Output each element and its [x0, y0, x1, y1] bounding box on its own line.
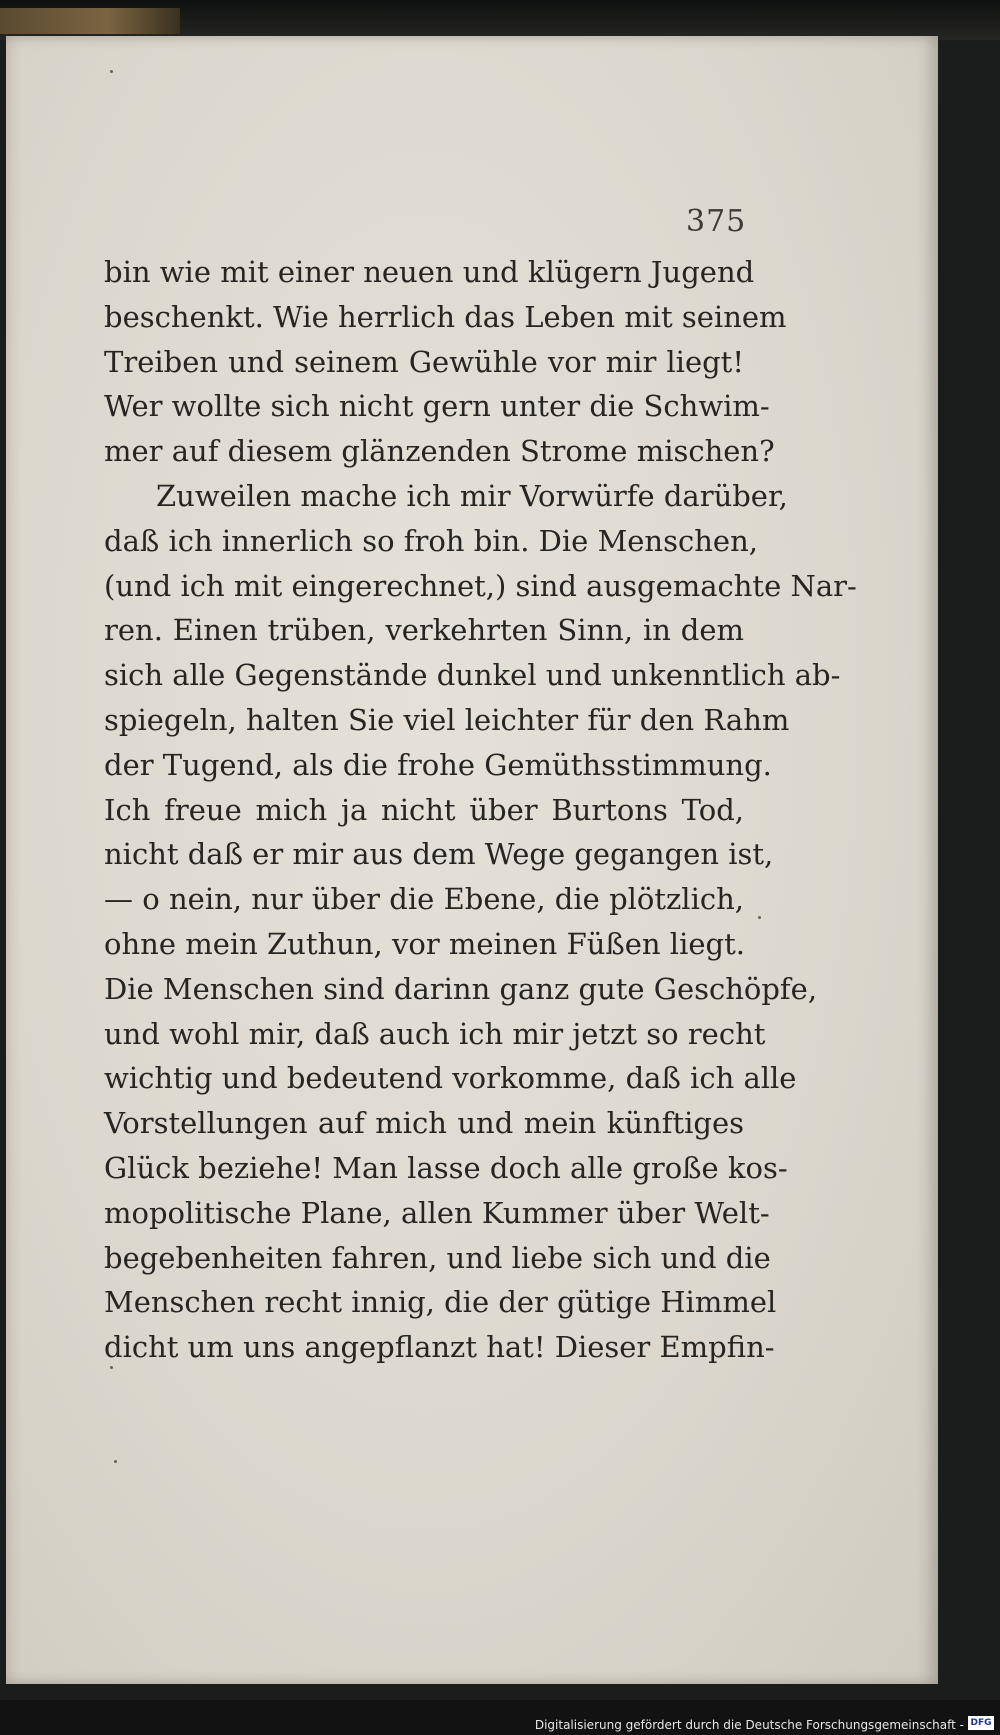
text-line: Zuweilen mache ich mir Vorwürfe darüber,: [156, 478, 788, 513]
dfg-logo-icon: DFG: [968, 1716, 994, 1730]
paper-speck: [758, 916, 761, 919]
page-number: 375: [686, 204, 747, 239]
paper-speck: [114, 1460, 117, 1463]
text-line: (und ich mit eingerechnet,) sind ausgemachte Nar-: [104, 568, 857, 603]
text-line: nicht daß er mir aus dem Wege gegangen ist,: [104, 837, 774, 872]
text-line: Glück beziehe! Man lasse doch alle große kos-: [104, 1150, 788, 1185]
text-line: mopolitische Plane, allen Kummer über Welt-: [104, 1195, 770, 1230]
text-line: sich alle Gegenstände dunkel und unkenntlich ab-: [104, 658, 841, 693]
book-page: [6, 36, 938, 1684]
text-line: spiegeln, halten Sie viel leichter für den Rahm: [104, 702, 790, 737]
text-line: beschenkt. Wie herrlich das Leben mit seinem: [104, 299, 787, 334]
text-line: Treiben und seinem Gewühle vor mir liegt!: [104, 344, 744, 379]
book-cover-edge: [0, 8, 180, 34]
text-line: begebenheiten fahren, und liebe sich und die: [104, 1240, 771, 1275]
text-line: der Tugend, als die frohe Gemüthsstimmung.: [104, 747, 772, 782]
text-line: dicht um uns angepflanzt hat! Dieser Empfin-: [104, 1330, 775, 1365]
digitization-credit: Digitalisierung gefördert durch die Deutsche Forschungsgemeinschaft -: [534, 1718, 964, 1732]
text-line: und wohl mir, daß auch ich mir jetzt so recht: [104, 1016, 766, 1051]
text-line: ohne mein Zuthun, vor meinen Füßen liegt.: [104, 926, 745, 961]
text-line: wichtig und bedeutend vorkomme, daß ich alle: [104, 1061, 797, 1096]
text-line: Die Menschen sind darinn ganz gute Geschöpfe,: [104, 971, 818, 1006]
text-line: mer auf diesem glänzenden Strome mischen?: [104, 434, 775, 469]
text-line: Menschen recht innig, die der gütige Himmel: [104, 1285, 777, 1320]
text-line: Ich freue mich ja nicht über Burtons Tod,: [104, 792, 744, 827]
text-line: ren. Einen trüben, verkehrten Sinn, in dem: [104, 613, 744, 648]
text-line: Vorstellungen auf mich und mein künftiges: [104, 1106, 744, 1141]
body-text: [104, 250, 857, 1370]
paper-speck: [110, 70, 113, 73]
text-line: bin wie mit einer neuen und klügern Jugend: [104, 255, 755, 289]
text-line: — o nein, nur über die Ebene, die plötzlich,: [104, 882, 744, 917]
text-line: Wer wollte sich nicht gern unter die Schwim-: [104, 389, 770, 424]
text-line: daß ich innerlich so froh bin. Die Menschen,: [104, 523, 758, 558]
